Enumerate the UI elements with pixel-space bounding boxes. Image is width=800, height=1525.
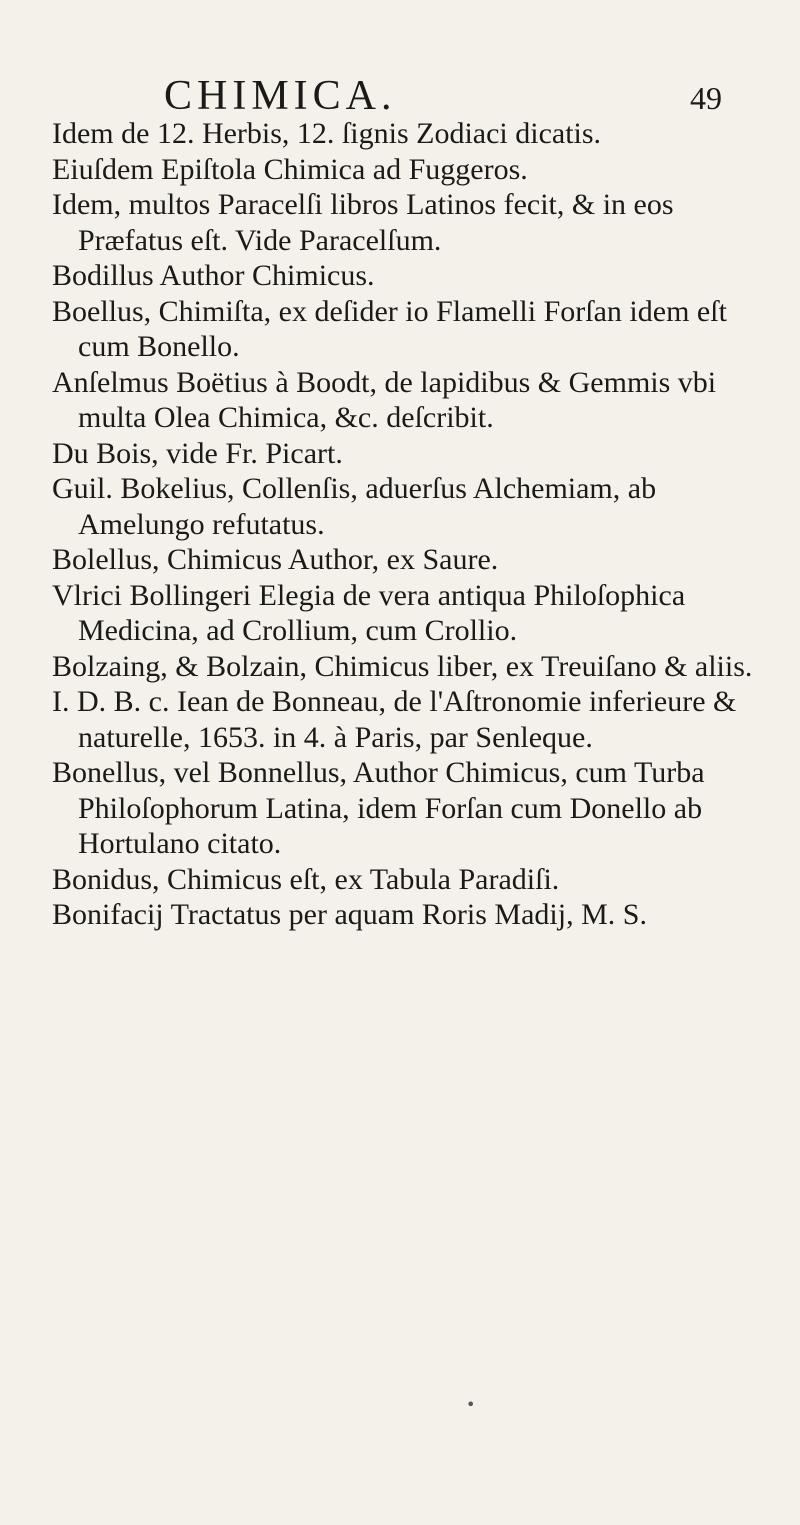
list-item: Boellus, Chimiſta, ex deſider io Flamelli Forſan idem eſt cum Bonello.	[52, 294, 727, 363]
list-item: Bodillus Author Chimicus.	[52, 259, 375, 292]
bibliography-list	[52, 116, 760, 933]
list-item: Idem, multos Paracelſi libros Latinos fecit, & in eos Præfatus eſt. Vide Paracelſum.	[52, 188, 674, 257]
list-item: I. D. B. c. Iean de Bonneau, de l'Aſtronomie inferieure & naturelle, 1653. in 4. à Paris, par Senleque.	[52, 685, 737, 754]
list-item: Guil. Bokelius, Collenſis, aduerſus Alchemiam, ab Amelungo refutatus.	[52, 472, 657, 541]
list-item: Du Bois, vide Fr. Picart.	[52, 436, 343, 470]
page-title: CHIMICA.	[164, 73, 397, 119]
list-item: Vlrici Bollingeri Elegia de vera antiqua Philoſophica Medicina, ad Crollium, cum Crollio.	[52, 578, 686, 647]
list-item: Idem de 12. Herbis, 12. ſignis Zodiaci dicatis.	[52, 117, 602, 150]
list-item: Bonidus, Chimicus eſt, ex Tabula Paradiſi.	[52, 862, 560, 896]
list-item: Bolellus, Chimicus Author, ex Saure.	[52, 543, 499, 576]
list-item: Eiuſdem Epiſtola Chimica ad Fuggeros.	[52, 152, 528, 186]
list-item: Anſelmus Boëtius à Boodt, de lapidibus & Gemmis vbi multa Olea Chimica, &c. deſcribit.	[52, 365, 717, 434]
list-item: Bonifacij Tractatus per aquam Roris Madij, M. S.	[52, 898, 647, 931]
footer-mark: •	[466, 1395, 476, 1414]
page-number: 49	[690, 80, 722, 116]
running-head	[52, 58, 760, 119]
list-item: Bonellus, vel Bonnellus, Author Chimicus, cum Turba Philoſophorum Latina, idem Forſan cum Donello ab Hortulano citato.	[52, 756, 705, 860]
list-item: Bolzaing, & Bolzain, Chimicus liber, ex Treuiſano & aliis.	[52, 649, 753, 683]
